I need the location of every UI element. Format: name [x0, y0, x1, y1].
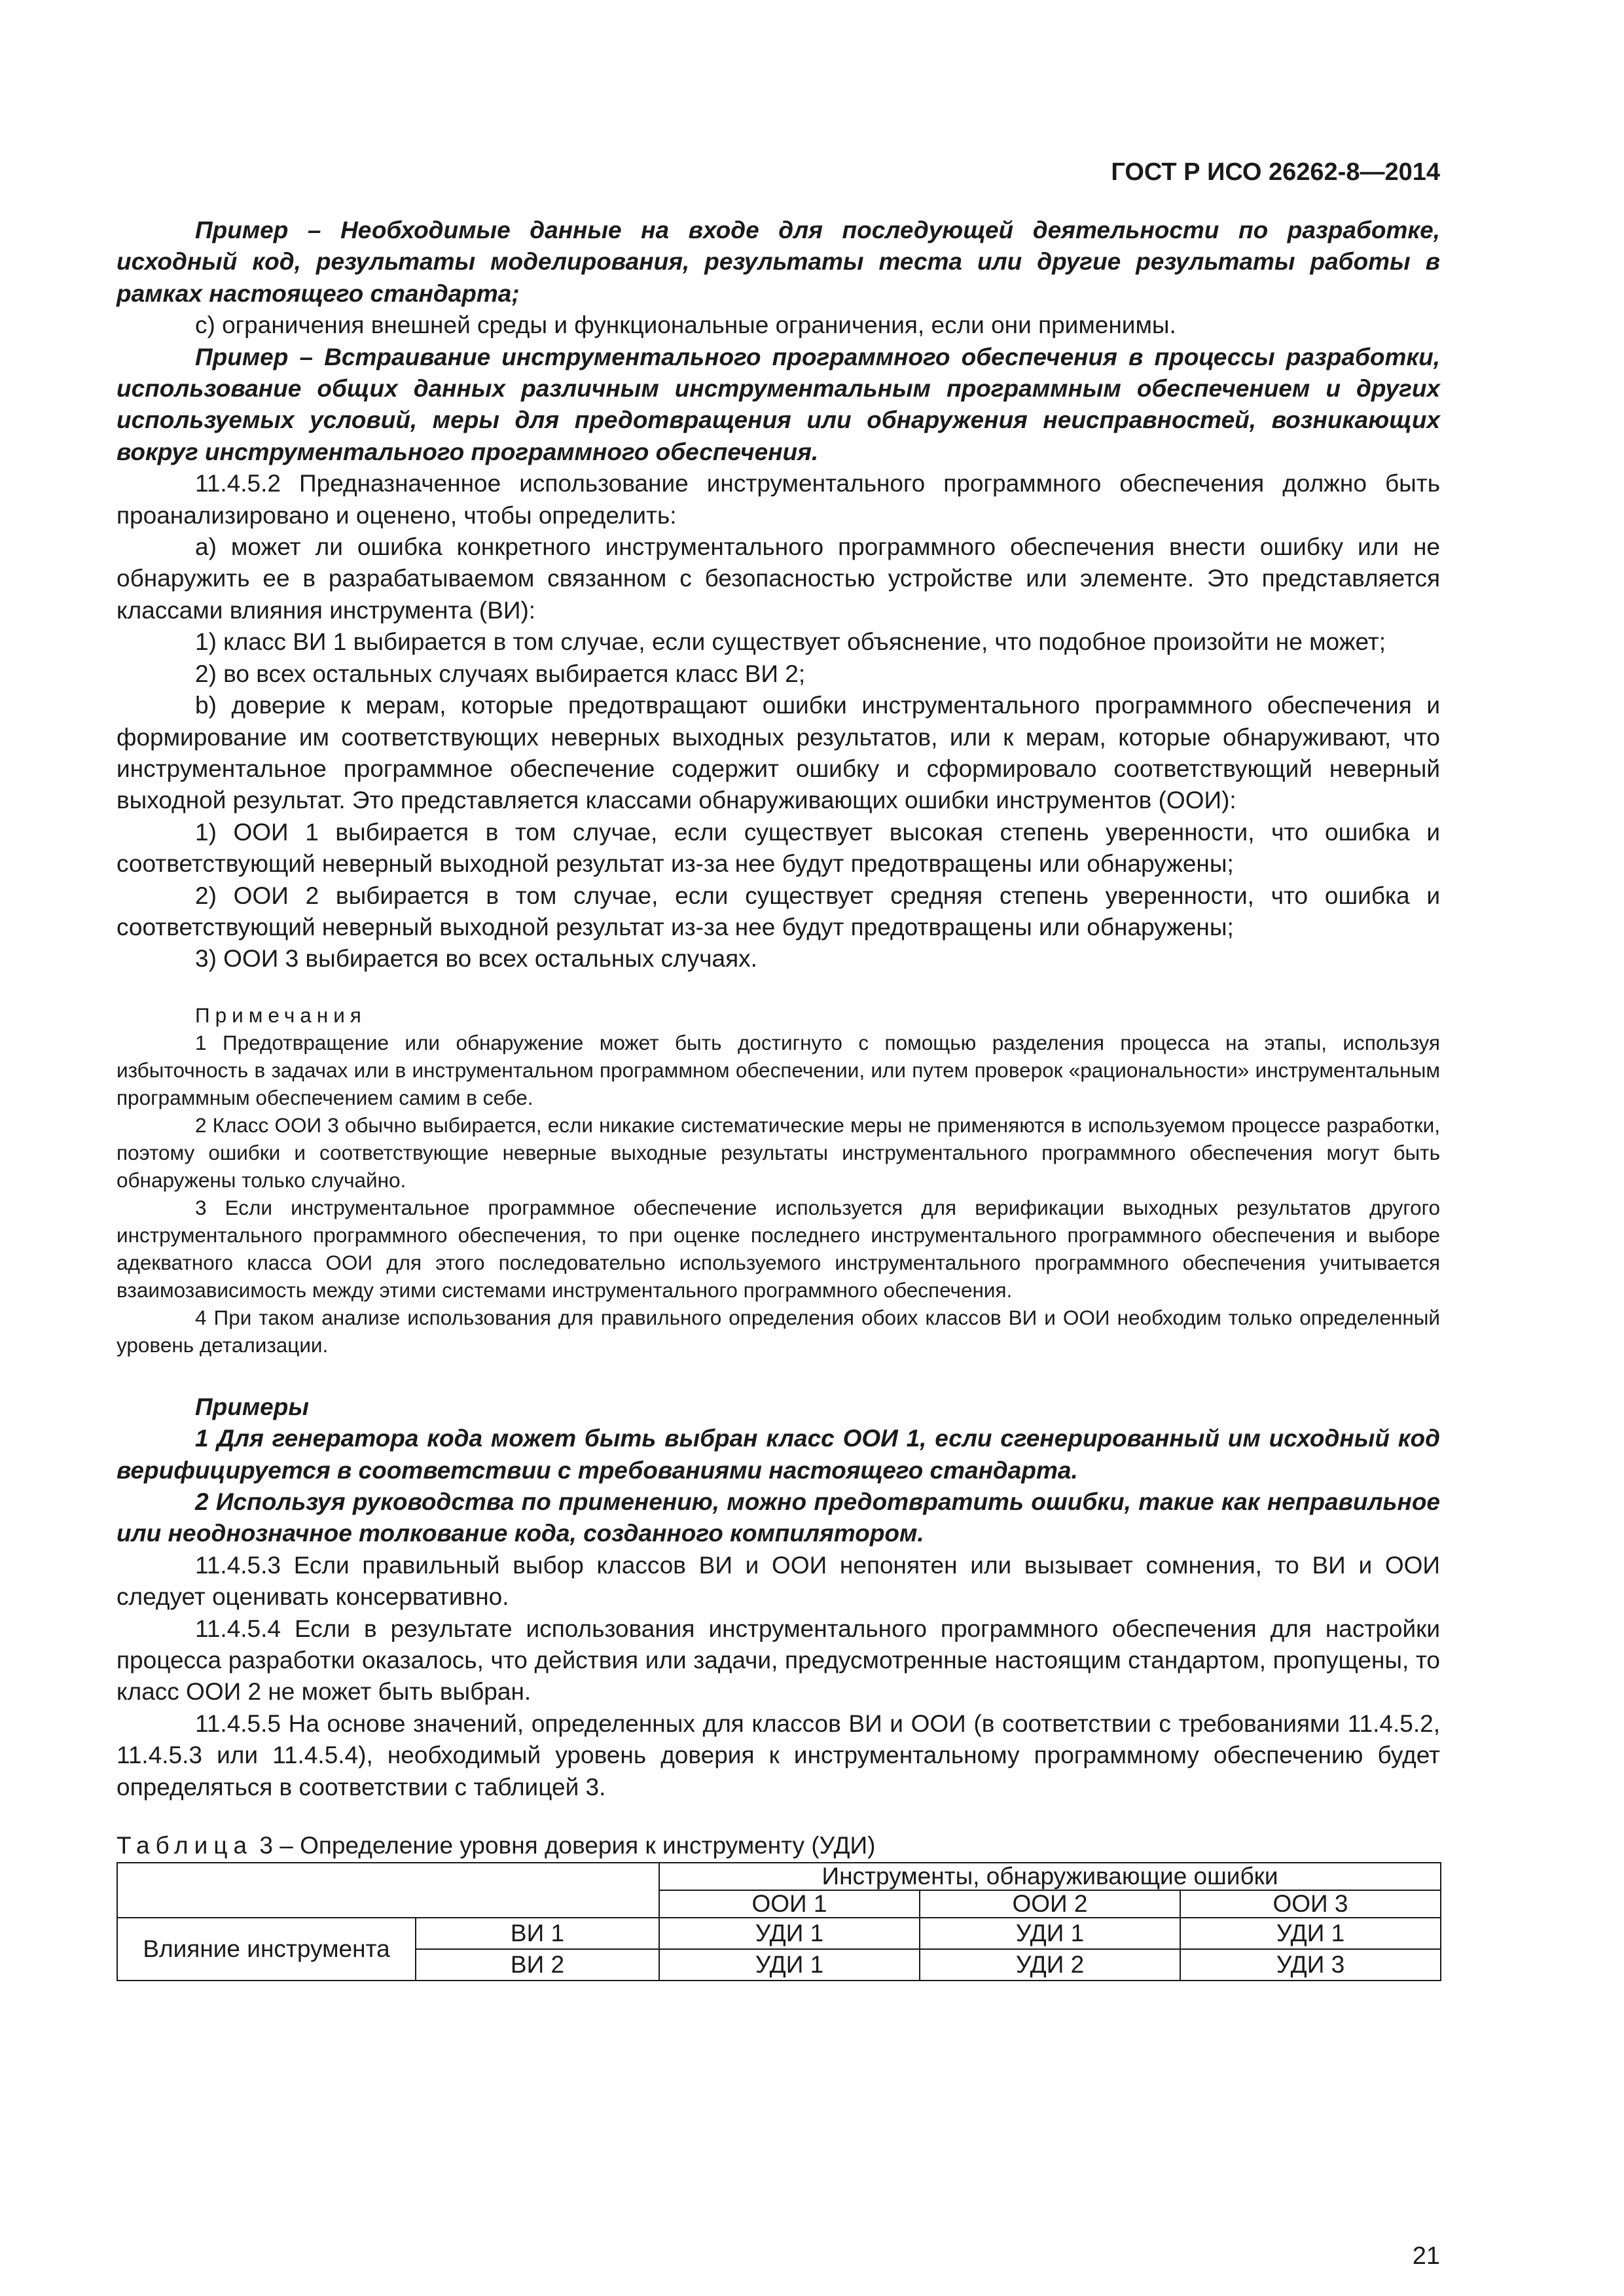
notes-section	[117, 1001, 1440, 1359]
example-item: 2 Используя руководства по применению, можно предотвратить ошибки, такие как неправильное или неоднозначное толкование кода, созданного компилятором.	[117, 1488, 1440, 1547]
table-caption-text: 3 – Определение уровня доверия к инструменту (УДИ)	[259, 1832, 876, 1859]
example-paragraph: Пример – Встраивание инструментального программного обеспечения в процессы разработки, использование общих данных различным инструментальным программным обеспечением и других используемых условий, меры для предотвращения или обнаружения неисправностей, возникающих вокруг инструментального программного обеспечения.	[117, 343, 1440, 465]
clause-paragraph: 11.4.5.5 На основе значений, определенных для классов ВИ и ООИ (в соответствии с требованиями 11.4.5.2, 11.4.5.3 или 11.4.5.4), необходимый уровень доверия к инструментальному программному обеспечению будет определяться в соответствии с таблицей 3.	[117, 1710, 1440, 1801]
page-number: 21	[1412, 2242, 1440, 2270]
note-item: 3 Если инструментальное программное обеспечение используется для верификации выходных результатов другого инструментального программного обеспечения, то при оценке последнего инструментального программного обеспечения и выборе адекватного класса ООИ для этого последовательно используемого инструментального программного обеспечения учитывается взаимозависимость между этими системами инструментального программного обеспечения.	[117, 1195, 1440, 1302]
table-caption	[117, 1829, 1440, 1862]
table-row-label: ВИ 1	[416, 1918, 659, 1949]
table-row-label: ВИ 2	[416, 1949, 659, 1981]
examples-title: Примеры	[195, 1393, 309, 1420]
table-caption-label: Таблица	[117, 1832, 253, 1859]
note-item: 2 Класс ООИ 3 обычно выбирается, если никакие систематические меры не применяются в используемом процессе разработки, поэтому ошибки и соответствующие неверные выходные результаты инструментального программного обеспечения могут быть обнаружены только случайно.	[117, 1113, 1440, 1192]
body-text	[117, 215, 1440, 975]
table-cell: УДИ 1	[659, 1918, 920, 1949]
standard-header: ГОСТ Р ИСО 26262-8—2014	[1111, 158, 1440, 186]
table-cell: УДИ 3	[1180, 1949, 1441, 1981]
note-item: 1 Предотвращение или обнаружение может быть достигнуто с помощью разделения процесса на этапы, используя избыточность в задачах или в инструментальном программном обеспечении, или путем проверок «рациональности» инструментальным программным обеспечением самим в себе.	[117, 1030, 1440, 1109]
list-item: а) может ли ошибка конкретного инструментального программного обеспечения внести ошибку или не обнаружить ее в разрабатываемом связанном с безопасностью устройстве или элементе. Это представляется классами влияния инструмента (ВИ):	[117, 533, 1440, 624]
paragraph: с) ограничения внешней среды и функциональные ограничения, если они применимы.	[195, 312, 1176, 339]
list-item: 1) ООИ 1 выбирается в том случае, если существует высокая степень уверенности, что ошибка и соответствующий неверный выходной результат из-за нее будут предотвращены или обнаружены;	[117, 818, 1440, 878]
example-item: 1 Для генератора кода может быть выбран класс ООИ 1, если сгенерированный им исходный код верифицируется в соответствии с требованиями настоящего стандарта.	[117, 1425, 1440, 1484]
table-cell: УДИ 1	[659, 1949, 920, 1981]
table-cell: УДИ 1	[1180, 1918, 1441, 1949]
clause-paragraph: 11.4.5.4 Если в результате использования инструментального программного обеспечения для настройки процесса разработки оказалось, что действия или задачи, предусмотренные настоящим стандартом, пропущены, то класс ООИ 2 не может быть выбран.	[117, 1615, 1440, 1706]
table-column-header: ООИ 2	[920, 1890, 1180, 1918]
trust-level-table	[117, 1862, 1441, 1981]
table-column-header: ООИ 1	[659, 1890, 920, 1918]
list-item: b) доверие к мерам, которые предотвращают ошибки инструментального программного обеспечения и формирование им соответствующих неверных выходных результатов, или к мерам, которые обнаруживают, что инструментальное программное обеспечение содержит ошибку и сформировало соответствующий неверный выходной результат. Это представляется классами обнаруживающих ошибки инструментов (ООИ):	[117, 692, 1440, 814]
table-row-header: Влияние инструмента	[117, 1918, 416, 1981]
notes-title: Примечания	[195, 1003, 367, 1027]
clause-paragraph: 11.4.5.2 Предназначенное использование инструментального программного обеспечения должно быть проанализировано и оценено, чтобы определить:	[117, 470, 1440, 529]
example-paragraph: Пример – Необходимые данные на входе для последующей деятельности по разработке, исходный код, результаты моделирования, результаты теста или другие результаты работы в рамках настоящего стандарта;	[117, 217, 1440, 307]
table-column-header: ООИ 3	[1180, 1890, 1441, 1918]
list-item: 1) класс ВИ 1 выбирается в том случае, если существует объяснение, что подобное произойти не может;	[195, 628, 1386, 656]
clause-paragraph: 11.4.5.3 Если правильный выбор классов ВИ и ООИ непонятен или вызывает сомнения, то ВИ и ООИ следует оценивать консервативно.	[117, 1551, 1440, 1611]
list-item: 3) ООИ 3 выбирается во всех остальных случаях.	[195, 945, 757, 973]
table-cell: УДИ 1	[920, 1918, 1180, 1949]
list-item: 2) ООИ 2 выбирается в том случае, если существует средняя степень уверенности, что ошибка и соответствующий неверный выходной результат из-за нее будут предотвращены или обнаружены;	[117, 882, 1440, 941]
examples-section	[117, 1391, 1440, 1803]
note-item: 4 При таком анализе использования для правильного определения обоих классов ВИ и ООИ необходим только определенный уровень детализации.	[117, 1305, 1440, 1357]
table-corner-cell	[117, 1863, 659, 1918]
document-page	[117, 156, 1440, 2270]
list-item: 2) во всех остальных случаях выбирается класс ВИ 2;	[195, 660, 806, 687]
table-group-header: Инструменты, обнаруживающие ошибки	[659, 1863, 1441, 1890]
table-cell: УДИ 2	[920, 1949, 1180, 1981]
